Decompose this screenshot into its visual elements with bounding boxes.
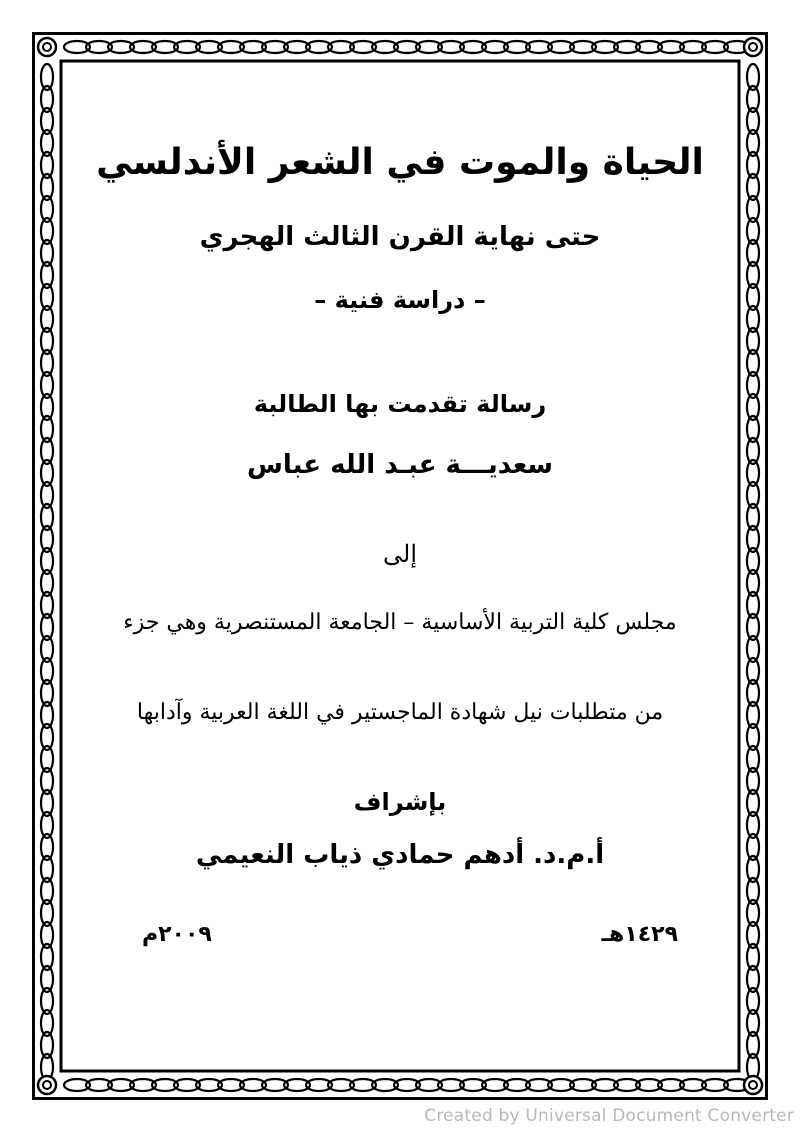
to-label: إلى <box>383 540 417 568</box>
council-line-1: مجلس كلية التربية الأساسية – الجامعة المستنصرية وهي جزء <box>123 610 677 635</box>
thesis-title: الحياة والموت في الشعر الأندلسي <box>96 142 704 183</box>
study-type: – دراسة فنية – <box>314 286 486 314</box>
student-name: سعديـــة عبـد الله عباس <box>247 450 553 480</box>
supervision-label: بإشراف <box>353 788 447 816</box>
hijri-date: ١٤٢٩هـ <box>601 922 678 947</box>
gregorian-date: ٢٠٠٩م <box>142 922 212 947</box>
supervisor-name: أ.م.د. أدهم حمادي ذياب النعيمي <box>195 840 605 870</box>
cover-page <box>90 0 710 1132</box>
thesis-subtitle: حتى نهاية القرن الثالث الهجري <box>199 222 601 252</box>
converter-watermark: Created by Universal Document Converter <box>424 1106 794 1126</box>
submission-intro: رسالة تقدمت بها الطالبة <box>253 390 547 418</box>
council-line-2: من متطلبات نيل شهادة الماجستير في اللغة العربية وآدابها <box>136 700 664 725</box>
